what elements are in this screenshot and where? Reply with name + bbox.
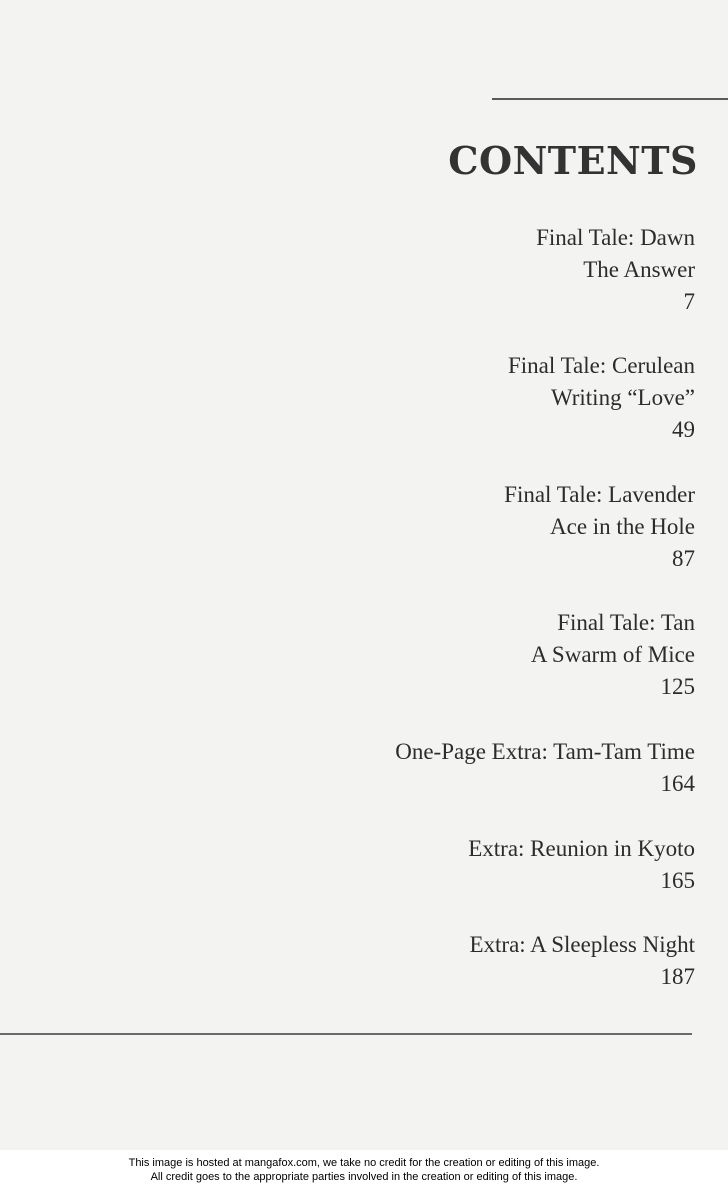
footer-line-1: This image is hosted at mangafox.com, we take no credit for the creation or editing of this image. xyxy=(128,1157,600,1169)
entry-series: Final Tale: Cerulean xyxy=(507,353,695,378)
entry-series: Final Tale: Dawn xyxy=(536,225,695,250)
entry-page-number: 49 xyxy=(672,417,695,442)
entry-title: A Swarm of Mice xyxy=(530,642,695,667)
entry-page-number: 187 xyxy=(660,964,695,989)
toc-entry-6 xyxy=(468,833,695,897)
footer-line-2: All credit goes to the appropriate parties involved in the creation or editing of this image. xyxy=(150,1171,578,1183)
entry-title: Ace in the Hole xyxy=(550,514,695,539)
entry-page-number: 7 xyxy=(683,289,695,314)
top-rule xyxy=(492,98,728,100)
entry-page-number: 87 xyxy=(672,546,695,571)
toc-entry-1 xyxy=(536,222,695,318)
entry-title: Writing “Love” xyxy=(550,385,695,410)
entry-series: Final Tale: Tan xyxy=(557,610,695,635)
toc-entry-7 xyxy=(469,929,695,993)
entry-series: Extra: Reunion in Kyoto xyxy=(468,836,695,861)
entry-page-number: 125 xyxy=(660,674,695,699)
entry-title: The Answer xyxy=(583,257,695,282)
entry-series: Extra: A Sleepless Night xyxy=(469,932,695,957)
hosting-credit-footer xyxy=(0,1156,728,1184)
entry-series: Final Tale: Lavender xyxy=(504,482,695,507)
entry-page-number: 165 xyxy=(660,868,695,893)
toc-entry-4 xyxy=(531,607,695,703)
contents-heading: CONTENTS xyxy=(448,138,698,183)
entry-page-number: 164 xyxy=(660,771,695,796)
toc-entry-3 xyxy=(504,479,695,575)
toc-entry-2 xyxy=(508,350,695,446)
entry-series: One-Page Extra: Tam-Tam Time xyxy=(395,739,695,764)
bottom-rule xyxy=(0,1033,692,1035)
toc-entry-5 xyxy=(395,736,695,800)
